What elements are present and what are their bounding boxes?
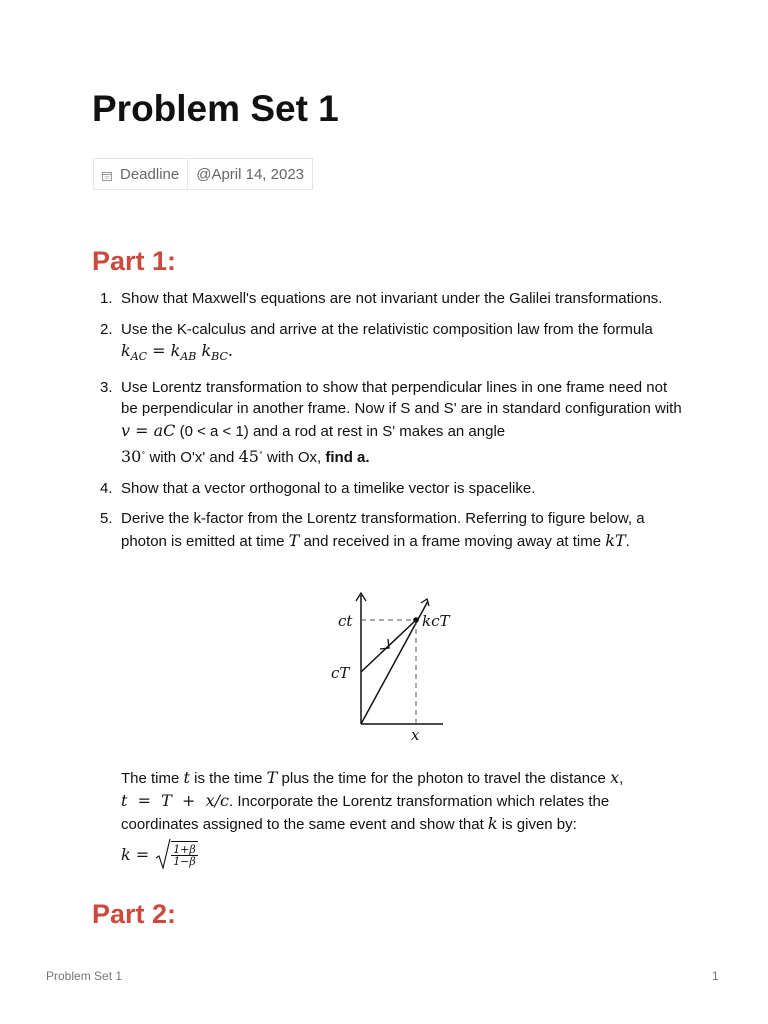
problem-number: 2. (100, 320, 113, 338)
problem-number: 1. (100, 290, 113, 307)
problem-text: Show that Maxwell's equations are not invariant under the Galilei transformations. (121, 290, 663, 307)
page-title: Problem Set 1 (92, 88, 339, 129)
problem-text: Use the K-calculus and arrive at the relativistic composition law from the formula (121, 320, 653, 338)
formula-lhs: k = (121, 844, 150, 864)
problem-number: 3. (100, 378, 113, 396)
problem-item (92, 319, 682, 368)
problem-text: Show that a vector orthogonal to a timelike vector is spacelike. (121, 479, 536, 497)
problem-text: with Ox, (267, 449, 322, 466)
fraction-denominator: 1−β (173, 855, 196, 868)
problem-bold-text: find a. (325, 449, 370, 466)
problem-text: (0 < a < 1) and a rod at rest in S' makes an angle (179, 422, 506, 440)
problem-item: 5. Derive the k-factor from the Lorentz transformation. Referring to figure below, a photon is emitted at time T and received in a frame moving away at time kT. (100, 510, 645, 550)
part2-heading: Part 2: (92, 899, 177, 929)
footer-title: Problem Set 1 (46, 969, 123, 983)
problem-item (92, 478, 682, 500)
math-T: T (288, 530, 300, 550)
problem-number: 4. (100, 479, 113, 497)
derivation-paragraph: The time t is the time T plus the time for the photon to travel the distance x, t = T + x/c. Incorporate the Lorentz transformation which relates the coordinates assigned to the same event and show that k is given by: (121, 768, 624, 833)
label-kcT: kcT (422, 612, 450, 630)
angle-30: 30∘ (121, 447, 146, 466)
label-ct: ct (338, 612, 353, 630)
problem-number: 5. (100, 510, 113, 527)
problem-text: and received in a frame moving away at time (303, 532, 602, 550)
problem-text: with O'x' and (149, 449, 235, 466)
deadline-label: Deadline (120, 165, 180, 183)
k-factor-formula (121, 838, 198, 870)
problem-text: Use Lorentz transformation to show that perpendicular lines in one frame need not be perpendicular in another frame. Now if S and S' are in standard configuration with (121, 378, 682, 417)
page-number: 1 (712, 969, 719, 983)
math-k: k (487, 814, 498, 833)
part1-heading: Part 1: (92, 246, 177, 276)
fraction-numerator: 1+β (173, 843, 196, 856)
event-point (413, 617, 419, 623)
math-t: t (183, 768, 190, 787)
deadline-value-cell (187, 159, 312, 189)
problem-item (92, 377, 682, 469)
calendar-icon (102, 171, 112, 181)
problem-list (92, 288, 682, 561)
sqrt-fraction (171, 841, 198, 867)
label-cT: cT (331, 664, 350, 682)
angle-45: 45∘ (238, 447, 263, 466)
properties-table (93, 158, 313, 190)
deadline-value: @April 14, 2023 (196, 165, 305, 183)
time-equation: t = T + x/c (121, 791, 229, 810)
label-x: x (411, 726, 420, 744)
math-T: T (266, 768, 278, 787)
sqrt-sign (155, 838, 171, 870)
spacetime-diagram (320, 585, 460, 750)
photon-arrowhead (380, 639, 389, 649)
math-kT: kT (605, 530, 626, 550)
deadline-label-cell (94, 159, 187, 189)
problem-text: Derive the k-factor from the Lorentz transformation. Referring to figure below, a photon is emitted at time (121, 510, 645, 550)
velocity-formula: v = aC (121, 420, 176, 440)
math-x: x (610, 768, 620, 787)
composition-formula: $k_{AC} = k_{AB}$ $k_{BC}$. (121, 341, 233, 363)
problem-item (92, 288, 682, 310)
